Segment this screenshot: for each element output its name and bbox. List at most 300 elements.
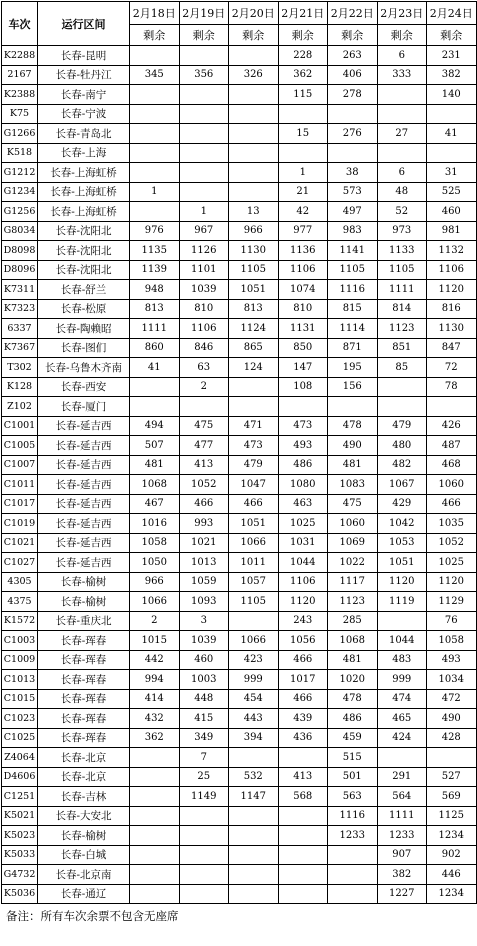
- table-row: [2, 533, 477, 553]
- train-number-cell: C1019: [2, 514, 38, 534]
- remaining-count-cell: 1136: [278, 241, 328, 261]
- route-cell: 长春-乌鲁木齐南: [38, 358, 130, 378]
- remaining-count-cell: 477: [179, 436, 229, 456]
- remaining-count-cell: 1130: [427, 319, 477, 339]
- table-row: [2, 338, 477, 358]
- remaining-count-cell: 21: [278, 182, 328, 202]
- route-cell: 长春-吉林: [38, 787, 130, 807]
- remaining-count-cell: 442: [130, 650, 180, 670]
- remaining-count-cell: [377, 397, 427, 417]
- remaining-count-cell: 1111: [130, 319, 180, 339]
- route-cell: 长春-牡丹江: [38, 65, 130, 85]
- remaining-count-cell: [278, 748, 328, 768]
- train-number-cell: G1212: [2, 163, 38, 183]
- remaining-count-cell: 507: [130, 436, 180, 456]
- remaining-count-cell: 115: [278, 85, 328, 105]
- route-cell: 长春-延吉西: [38, 553, 130, 573]
- remaining-count-cell: [229, 377, 279, 397]
- table-row: [2, 709, 477, 729]
- remaining-count-cell: 999: [377, 670, 427, 690]
- table-row: [2, 163, 477, 183]
- route-cell: 长春-沈阳北: [38, 221, 130, 241]
- remaining-count-cell: 497: [328, 202, 378, 222]
- remaining-count-cell: [278, 397, 328, 417]
- route-cell: 长春-白城: [38, 845, 130, 865]
- remaining-count-cell: [130, 865, 180, 885]
- table-row: [2, 65, 477, 85]
- remaining-count-cell: 1031: [278, 533, 328, 553]
- remaining-count-cell: [427, 104, 477, 124]
- table-row: [2, 689, 477, 709]
- train-number-cell: C1007: [2, 455, 38, 475]
- remaining-count-cell: 810: [278, 299, 328, 319]
- table-row: [2, 475, 477, 495]
- remaining-count-cell: 976: [130, 221, 180, 241]
- remaining-count-cell: 423: [229, 650, 279, 670]
- remaining-count-cell: [278, 845, 328, 865]
- remaining-count-cell: 356: [179, 65, 229, 85]
- remaining-count-cell: 41: [427, 124, 477, 144]
- train-number-cell: C1017: [2, 494, 38, 514]
- remaining-count-cell: 1105: [229, 260, 279, 280]
- route-cell: 长春-大安北: [38, 806, 130, 826]
- remaining-count-cell: 413: [278, 767, 328, 787]
- remaining-count-cell: [278, 826, 328, 846]
- remaining-count-cell: 994: [130, 670, 180, 690]
- remaining-count-cell: 195: [328, 358, 378, 378]
- remaining-header: 剩余: [278, 25, 328, 46]
- remaining-count-cell: 1042: [377, 514, 427, 534]
- remaining-count-cell: 474: [377, 689, 427, 709]
- train-number-cell: K5033: [2, 845, 38, 865]
- remaining-count-cell: 63: [179, 358, 229, 378]
- remaining-count-cell: [179, 143, 229, 163]
- remaining-count-cell: 285: [328, 611, 378, 631]
- route-cell: 长春-榆树: [38, 572, 130, 592]
- remaining-count-cell: 426: [427, 416, 477, 436]
- remaining-count-cell: [229, 85, 279, 105]
- remaining-count-cell: 1051: [377, 553, 427, 573]
- remaining-count-cell: 1111: [377, 806, 427, 826]
- train-number-cell: K7323: [2, 299, 38, 319]
- remaining-count-cell: 1106: [179, 319, 229, 339]
- remaining-count-cell: 481: [130, 455, 180, 475]
- remaining-count-cell: 481: [328, 455, 378, 475]
- remaining-count-cell: 1132: [427, 241, 477, 261]
- remaining-count-cell: [229, 124, 279, 144]
- train-number-cell: D4606: [2, 767, 38, 787]
- remaining-count-cell: 1025: [278, 514, 328, 534]
- remaining-count-cell: 1147: [229, 787, 279, 807]
- route-cell: 长春-宁波: [38, 104, 130, 124]
- remaining-count-cell: 3: [179, 611, 229, 631]
- remaining-count-cell: 472: [427, 689, 477, 709]
- remaining-count-cell: 424: [377, 728, 427, 748]
- remaining-count-cell: 1011: [229, 553, 279, 573]
- table-row: [2, 221, 477, 241]
- train-number-cell: D8098: [2, 241, 38, 261]
- remaining-count-cell: 466: [427, 494, 477, 514]
- remaining-count-cell: 147: [278, 358, 328, 378]
- remaining-count-cell: 6: [377, 163, 427, 183]
- table-row: [2, 826, 477, 846]
- remaining-count-cell: [179, 884, 229, 904]
- remaining-count-cell: 1017: [278, 670, 328, 690]
- remaining-count-cell: [130, 46, 180, 66]
- remaining-count-cell: 278: [328, 85, 378, 105]
- remaining-count-cell: 1093: [179, 592, 229, 612]
- remaining-count-cell: 1124: [229, 319, 279, 339]
- route-cell: 长春-珲春: [38, 709, 130, 729]
- remaining-count-cell: 1106: [427, 260, 477, 280]
- remaining-count-cell: 810: [179, 299, 229, 319]
- route-cell: 长春-延吉西: [38, 436, 130, 456]
- remaining-count-cell: 448: [179, 689, 229, 709]
- remaining-count-cell: [179, 104, 229, 124]
- remaining-count-cell: 1233: [377, 826, 427, 846]
- remaining-count-cell: 1074: [278, 280, 328, 300]
- remaining-count-cell: 847: [427, 338, 477, 358]
- remaining-count-cell: 1059: [179, 572, 229, 592]
- remaining-count-cell: 1068: [130, 475, 180, 495]
- remaining-count-cell: 1116: [328, 280, 378, 300]
- remaining-count-cell: 2: [179, 377, 229, 397]
- route-cell: 长春-珲春: [38, 689, 130, 709]
- remaining-count-cell: 382: [377, 865, 427, 885]
- remaining-count-cell: [377, 85, 427, 105]
- remaining-count-cell: 479: [377, 416, 427, 436]
- remaining-count-cell: 813: [229, 299, 279, 319]
- table-row: [2, 572, 477, 592]
- train-number-cell: C1001: [2, 416, 38, 436]
- remaining-count-cell: 1058: [427, 631, 477, 651]
- table-row: [2, 767, 477, 787]
- remaining-count-cell: 76: [427, 611, 477, 631]
- route-cell: 长春-青岛北: [38, 124, 130, 144]
- remaining-count-cell: 1105: [229, 592, 279, 612]
- table-row: [2, 260, 477, 280]
- remaining-count-cell: [328, 397, 378, 417]
- remaining-count-cell: 475: [179, 416, 229, 436]
- remaining-count-cell: [179, 865, 229, 885]
- remaining-count-cell: 1133: [377, 241, 427, 261]
- remaining-count-cell: 459: [328, 728, 378, 748]
- remaining-count-cell: 1057: [229, 572, 279, 592]
- remaining-count-cell: 468: [427, 455, 477, 475]
- remaining-count-cell: [179, 845, 229, 865]
- remaining-count-cell: 471: [229, 416, 279, 436]
- remaining-count-cell: [130, 806, 180, 826]
- remaining-count-cell: 813: [130, 299, 180, 319]
- remaining-count-cell: 846: [179, 338, 229, 358]
- train-number-cell: Z4064: [2, 748, 38, 768]
- route-cell: 长春-上海虹桥: [38, 163, 130, 183]
- remaining-count-cell: [229, 826, 279, 846]
- remaining-count-cell: 490: [328, 436, 378, 456]
- remaining-count-cell: 967: [179, 221, 229, 241]
- table-row: [2, 728, 477, 748]
- remaining-count-cell: [328, 845, 378, 865]
- remaining-count-cell: 394: [229, 728, 279, 748]
- train-number-cell: C1015: [2, 689, 38, 709]
- table-body: [2, 46, 477, 904]
- remaining-count-cell: 1080: [278, 475, 328, 495]
- remaining-count-cell: [229, 46, 279, 66]
- remaining-count-cell: 443: [229, 709, 279, 729]
- remaining-count-cell: 973: [377, 221, 427, 241]
- remaining-count-cell: 345: [130, 65, 180, 85]
- remaining-count-cell: 362: [130, 728, 180, 748]
- remaining-count-cell: 1022: [328, 553, 378, 573]
- remaining-count-cell: 1067: [377, 475, 427, 495]
- train-number-cell: C1003: [2, 631, 38, 651]
- remaining-count-cell: 446: [427, 865, 477, 885]
- train-number-cell: 2167: [2, 65, 38, 85]
- remaining-count-cell: [229, 884, 279, 904]
- table-row: [2, 631, 477, 651]
- remaining-count-cell: 1116: [328, 806, 378, 826]
- remaining-count-cell: 413: [179, 455, 229, 475]
- remaining-count-cell: 466: [179, 494, 229, 514]
- table-row: [2, 241, 477, 261]
- remaining-count-cell: 479: [229, 455, 279, 475]
- date-header: 2月19日: [179, 2, 229, 25]
- train-number-cell: G1266: [2, 124, 38, 144]
- route-cell: 长春-沈阳北: [38, 260, 130, 280]
- route-cell: 长春-延吉西: [38, 494, 130, 514]
- remaining-count-cell: [427, 748, 477, 768]
- remaining-count-cell: [130, 845, 180, 865]
- remaining-count-cell: 31: [427, 163, 477, 183]
- remaining-count-cell: 1129: [427, 592, 477, 612]
- remaining-count-cell: [130, 397, 180, 417]
- remaining-count-cell: 482: [377, 455, 427, 475]
- date-header: 2月23日: [377, 2, 427, 25]
- remaining-count-cell: 1013: [179, 553, 229, 573]
- train-number-cell: K2288: [2, 46, 38, 66]
- remaining-count-cell: 1052: [427, 533, 477, 553]
- remaining-count-cell: [278, 884, 328, 904]
- remaining-count-cell: 362: [278, 65, 328, 85]
- remaining-count-cell: 814: [377, 299, 427, 319]
- table-row: [2, 46, 477, 66]
- remaining-count-cell: 7: [179, 748, 229, 768]
- train-number-cell: K5023: [2, 826, 38, 846]
- remaining-count-cell: 463: [278, 494, 328, 514]
- remaining-count-cell: 1025: [427, 553, 477, 573]
- remaining-count-cell: 1111: [377, 280, 427, 300]
- table-row: [2, 455, 477, 475]
- remaining-count-cell: 563: [328, 787, 378, 807]
- remaining-count-cell: 48: [377, 182, 427, 202]
- remaining-count-cell: [179, 806, 229, 826]
- remaining-count-cell: [229, 845, 279, 865]
- table-row: [2, 611, 477, 631]
- remaining-count-cell: 6: [377, 46, 427, 66]
- remaining-count-cell: 466: [278, 689, 328, 709]
- train-column-header: 车次: [2, 2, 38, 46]
- table-row: [2, 416, 477, 436]
- remaining-count-cell: 860: [130, 338, 180, 358]
- remaining-count-cell: [130, 143, 180, 163]
- remaining-count-cell: [130, 767, 180, 787]
- route-cell: 长春-西安: [38, 377, 130, 397]
- route-cell: 长春-榆树: [38, 826, 130, 846]
- train-number-cell: K128: [2, 377, 38, 397]
- remaining-count-cell: [229, 163, 279, 183]
- train-number-cell: C1011: [2, 475, 38, 495]
- remaining-count-cell: 1069: [328, 533, 378, 553]
- route-cell: 长春-上海: [38, 143, 130, 163]
- remaining-count-cell: 1120: [427, 280, 477, 300]
- remaining-count-cell: [377, 104, 427, 124]
- train-number-cell: C1021: [2, 533, 38, 553]
- date-header: 2月22日: [328, 2, 378, 25]
- remaining-count-cell: [130, 826, 180, 846]
- remaining-count-cell: [229, 143, 279, 163]
- table-row: [2, 670, 477, 690]
- remaining-count-cell: 156: [328, 377, 378, 397]
- remaining-count-cell: [229, 397, 279, 417]
- remaining-count-cell: [229, 748, 279, 768]
- ticket-availability-table: [1, 1, 477, 904]
- remaining-count-cell: 406: [328, 65, 378, 85]
- remaining-count-cell: 349: [179, 728, 229, 748]
- remaining-count-cell: 483: [377, 650, 427, 670]
- remaining-count-cell: 966: [229, 221, 279, 241]
- remaining-count-cell: [229, 182, 279, 202]
- remaining-count-cell: 1130: [229, 241, 279, 261]
- remaining-count-cell: 527: [427, 767, 477, 787]
- remaining-count-cell: [278, 865, 328, 885]
- table-row: [2, 845, 477, 865]
- route-cell: 长春-延吉西: [38, 416, 130, 436]
- remaining-count-cell: 415: [179, 709, 229, 729]
- remaining-count-cell: [229, 865, 279, 885]
- remaining-count-cell: [179, 397, 229, 417]
- remaining-count-cell: 478: [328, 416, 378, 436]
- route-cell: 长春-上海虹桥: [38, 182, 130, 202]
- remaining-count-cell: 1117: [328, 572, 378, 592]
- remaining-count-cell: 1060: [328, 514, 378, 534]
- train-number-cell: G1234: [2, 182, 38, 202]
- remaining-count-cell: 478: [328, 689, 378, 709]
- remaining-count-cell: 473: [278, 416, 328, 436]
- remaining-count-cell: [278, 806, 328, 826]
- remaining-count-cell: 1044: [278, 553, 328, 573]
- remaining-count-cell: 1053: [377, 533, 427, 553]
- remaining-count-cell: 13: [229, 202, 279, 222]
- remaining-count-cell: 999: [229, 670, 279, 690]
- table-row: [2, 806, 477, 826]
- route-cell: 长春-昆明: [38, 46, 130, 66]
- remaining-count-cell: 1135: [130, 241, 180, 261]
- remaining-count-cell: [328, 884, 378, 904]
- train-number-cell: K5036: [2, 884, 38, 904]
- remaining-count-cell: 1058: [130, 533, 180, 553]
- route-cell: 长春-珲春: [38, 728, 130, 748]
- remaining-count-cell: 1016: [130, 514, 180, 534]
- date-header: 2月21日: [278, 2, 328, 25]
- remaining-count-cell: 1119: [377, 592, 427, 612]
- remaining-count-cell: 1105: [377, 260, 427, 280]
- remaining-count-cell: 243: [278, 611, 328, 631]
- route-cell: 长春-珲春: [38, 631, 130, 651]
- remaining-count-cell: 1052: [179, 475, 229, 495]
- route-cell: 长春-南宁: [38, 85, 130, 105]
- remaining-header: 剩余: [229, 25, 279, 46]
- remaining-count-cell: 326: [229, 65, 279, 85]
- route-cell: 长春-重庆北: [38, 611, 130, 631]
- route-cell: 长春-北京: [38, 767, 130, 787]
- train-number-cell: Z102: [2, 397, 38, 417]
- remaining-count-cell: [328, 104, 378, 124]
- train-number-cell: 6337: [2, 319, 38, 339]
- table-row: [2, 182, 477, 202]
- remaining-count-cell: 1068: [328, 631, 378, 651]
- remaining-count-cell: 532: [229, 767, 279, 787]
- train-number-cell: K7311: [2, 280, 38, 300]
- remaining-count-cell: 494: [130, 416, 180, 436]
- remaining-count-cell: 1114: [328, 319, 378, 339]
- table-row: [2, 650, 477, 670]
- remaining-count-cell: 1139: [130, 260, 180, 280]
- remaining-count-cell: 993: [179, 514, 229, 534]
- remaining-count-cell: 902: [427, 845, 477, 865]
- remaining-count-cell: 1131: [278, 319, 328, 339]
- remaining-count-cell: 1047: [229, 475, 279, 495]
- remaining-count-cell: [179, 182, 229, 202]
- route-cell: 长春-延吉西: [38, 533, 130, 553]
- remaining-count-cell: 816: [427, 299, 477, 319]
- remaining-count-cell: 42: [278, 202, 328, 222]
- remaining-count-cell: 1021: [179, 533, 229, 553]
- remaining-count-cell: 1120: [427, 572, 477, 592]
- route-cell: 长春-珲春: [38, 650, 130, 670]
- train-number-cell: C1013: [2, 670, 38, 690]
- remaining-count-cell: 850: [278, 338, 328, 358]
- remaining-count-cell: [377, 748, 427, 768]
- remaining-count-cell: 15: [278, 124, 328, 144]
- remaining-count-cell: 466: [229, 494, 279, 514]
- route-cell: 长春-厦门: [38, 397, 130, 417]
- table-row: [2, 202, 477, 222]
- remaining-count-cell: 1: [278, 163, 328, 183]
- remaining-count-cell: 140: [427, 85, 477, 105]
- route-cell: 长春-陶赖昭: [38, 319, 130, 339]
- remaining-header: 剩余: [377, 25, 427, 46]
- remaining-count-cell: 983: [328, 221, 378, 241]
- remaining-count-cell: 1125: [427, 806, 477, 826]
- table-row: [2, 104, 477, 124]
- remaining-count-cell: 851: [377, 338, 427, 358]
- remaining-count-cell: 85: [377, 358, 427, 378]
- remaining-count-cell: 467: [130, 494, 180, 514]
- route-cell: 长春-松原: [38, 299, 130, 319]
- remaining-count-cell: 1035: [427, 514, 477, 534]
- remaining-count-cell: [179, 46, 229, 66]
- remaining-count-cell: 1039: [179, 280, 229, 300]
- train-number-cell: D8096: [2, 260, 38, 280]
- remaining-count-cell: [130, 377, 180, 397]
- remaining-count-cell: 1044: [377, 631, 427, 651]
- remaining-count-cell: 1051: [229, 280, 279, 300]
- remaining-count-cell: [130, 85, 180, 105]
- route-cell: 长春-延吉西: [38, 455, 130, 475]
- remaining-count-cell: [278, 143, 328, 163]
- remaining-count-cell: 1126: [179, 241, 229, 261]
- table-row: [2, 514, 477, 534]
